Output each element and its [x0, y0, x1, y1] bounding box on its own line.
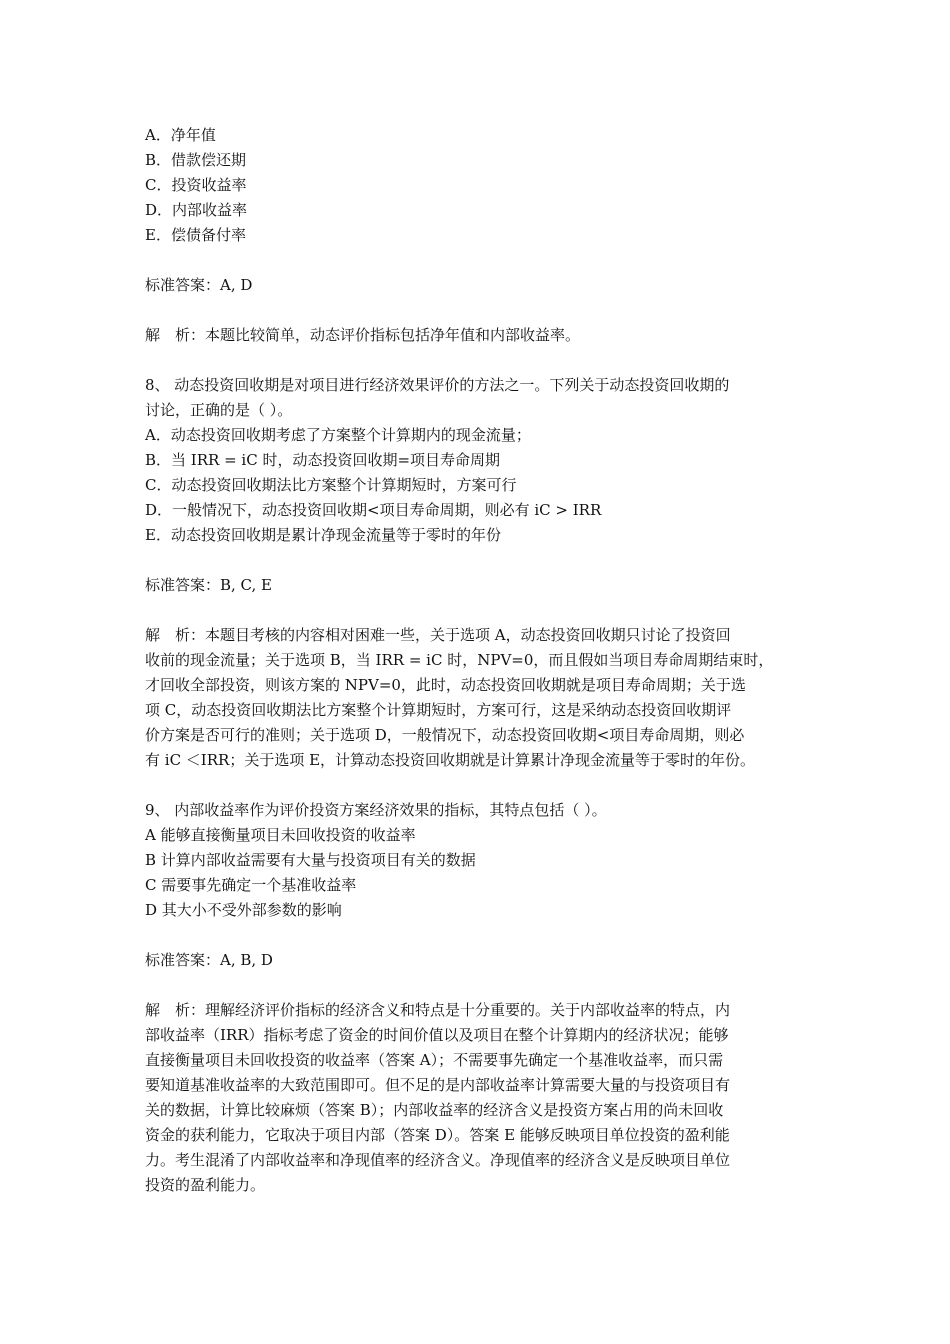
spacer [145, 598, 813, 623]
q7-option-a: A．净年值 [145, 126, 216, 144]
q9-analysis-line-4: 要知道基准收益率的大致范围即可。但不足的是内部收益率计算需要大量的与投资项目有 [145, 1076, 731, 1094]
q8-analysis-line-1: 解 析：本题目考核的内容相对困难一些，关于选项 A，动态投资回收期只讨论了投资回 [145, 626, 731, 644]
q9-option-d: D 其大小不受外部参数的影响 [145, 901, 342, 919]
q7-option-d: D．内部收益率 [145, 201, 248, 219]
q8-option-a: A．动态投资回收期考虑了方案整个计算期内的现金流量； [145, 426, 531, 444]
spacer [145, 348, 813, 373]
spacer [145, 923, 813, 948]
q7-answer: 标准答案：A, D [145, 276, 253, 294]
q9-analysis-line-6: 资金的获利能力，它取决于项目内部（答案 D）。答案 E 能够反映项目单位投资的盈利能 [145, 1126, 730, 1144]
q7-option-e: E．偿债备付率 [145, 226, 246, 244]
q9-option-b: B 计算内部收益需要有大量与投资项目有关的数据 [145, 851, 476, 869]
q7-option-c: C．投资收益率 [145, 176, 247, 194]
q8-analysis-line-5: 价方案是否可行的准则；关于选项 D，一般情况下，动态投资回收期<项目寿命周期，则必 [145, 726, 745, 744]
q9-option-a: A 能够直接衡量项目未回收投资的收益率 [145, 826, 416, 844]
q8-analysis-line-2: 收前的现金流量；关于选项 B，当 IRR = iC 时，NPV=0，而且假如当项目寿命周期结束时， [145, 651, 774, 669]
q9-analysis-line-1: 解 析：理解经济评价指标的经济含义和特点是十分重要的。关于内部收益率的特点，内 [145, 1001, 731, 1019]
q8-option-b: B．当 IRR = iC 时，动态投资回收期=项目寿命周期 [145, 451, 501, 469]
document-page [145, 123, 813, 1198]
spacer [145, 548, 813, 573]
q8-stem-line-2: 讨论，正确的是（ ）。 [145, 401, 293, 419]
q9-stem: 9、 内部收益率作为评价投资方案经济效果的指标，其特点包括（ ）。 [145, 801, 607, 819]
q7-analysis: 解 析：本题比较简单，动态评价指标包括净年值和内部收益率。 [145, 326, 581, 344]
q9-analysis-line-3: 直接衡量项目未回收投资的收益率（答案 A）；不需要事先确定一个基准收益率，而只需 [145, 1051, 724, 1069]
spacer [145, 248, 813, 273]
q8-analysis-line-6: 有 iC ＜IRR；关于选项 E，计算动态投资回收期就是计算累计净现金流量等于零时的年份。 [145, 751, 756, 769]
q8-option-c: C．动态投资回收期法比方案整个计算期短时，方案可行 [145, 476, 517, 494]
spacer [145, 773, 813, 798]
q8-analysis-line-3: 才回收全部投资，则该方案的 NPV=0，此时，动态投资回收期就是项目寿命周期；关于选 [145, 676, 746, 694]
spacer [145, 298, 813, 323]
q8-analysis-line-4: 项 C，动态投资回收期法比方案整个计算期短时，方案可行，这是采纳动态投资回收期评 [145, 701, 732, 719]
q9-analysis-line-5: 关的数据，计算比较麻烦（答案 B）；内部收益率的经济含义是投资方案占用的尚未回收 [145, 1101, 724, 1119]
spacer [145, 973, 813, 998]
q9-analysis-line-2: 部收益率（IRR）指标考虑了资金的时间价值以及项目在整个计算期内的经济状况；能够 [145, 1026, 729, 1044]
q8-stem-line-1: 8、 动态投资回收期是对项目进行经济效果评价的方法之一。下列关于动态投资回收期的 [145, 376, 730, 394]
q7-option-b: B．借款偿还期 [145, 151, 247, 169]
q9-analysis-line-8: 投资的盈利能力。 [145, 1176, 266, 1194]
q9-option-c: C 需要事先确定一个基准收益率 [145, 876, 357, 894]
q9-answer: 标准答案：A, B, D [145, 951, 273, 969]
q9-analysis-line-7: 力。考生混淆了内部收益率和净现值率的经济含义。净现值率的经济含义是反映项目单位 [145, 1151, 731, 1169]
q8-option-e: E．动态投资回收期是累计净现金流量等于零时的年份 [145, 526, 501, 544]
q8-option-d: D．一般情况下，动态投资回收期<项目寿命周期，则必有 iC > IRR [145, 501, 602, 519]
q8-answer: 标准答案：B, C, E [145, 576, 272, 594]
